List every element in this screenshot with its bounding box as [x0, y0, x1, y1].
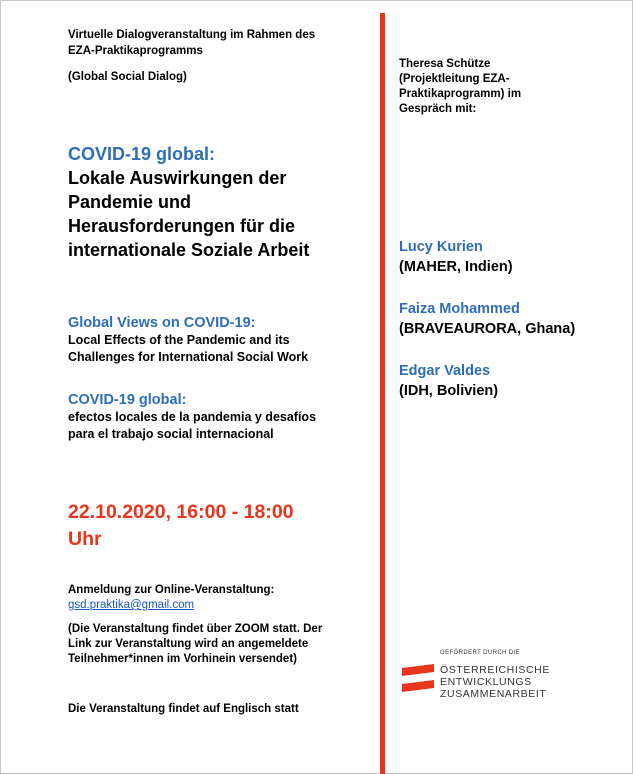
english-line: Local Effects of the Pandemic and its [68, 333, 290, 347]
spanish-title-block [68, 391, 368, 443]
main-title [68, 143, 378, 262]
moderator-block [399, 57, 599, 117]
speaker-name: Edgar Valdes [399, 363, 491, 379]
moderator-line: (Projektleitung EZA- [399, 73, 510, 85]
spanish-line: para el trabajo social internacional [68, 427, 274, 441]
speaker-name: Faiza Mohammed [399, 301, 520, 317]
title-lines [68, 166, 378, 262]
speaker-org: (BRAVEAURORA, Ghana) [399, 321, 576, 337]
logo-line: ZUSAMMENARBEIT [440, 688, 547, 700]
spanish-line: efectos locales de la pandemia y desafíos [68, 410, 317, 424]
red-divider-bar [380, 13, 385, 774]
logo-kicker: GEFÖRDERT DURCH DIE [440, 650, 521, 656]
intro-subtitle: (Global Social Dialog) [68, 71, 187, 83]
english-text [68, 332, 368, 366]
speaker-org: (IDH, Bolivien) [399, 383, 499, 399]
date-line: Uhr [68, 528, 102, 550]
intro-line: EZA-Praktikaprogramms [68, 45, 203, 57]
austrian-flag-icon [402, 664, 434, 694]
speaker-2 [399, 299, 629, 339]
title-accent: COVID-19 global: [68, 144, 216, 164]
registration-label: Anmeldung zur Online-Veranstaltung: [68, 584, 275, 596]
title-line: Pandemie und [68, 192, 192, 212]
english-line: Challenges for International Social Work [68, 350, 309, 364]
speaker-1 [399, 237, 629, 277]
registration-email-link[interactable]: gsd.praktika@gmail.com [68, 599, 195, 611]
title-line: Lokale Auswirkungen der [68, 168, 287, 188]
note-line: Link zur Veranstaltung wird an angemeldete [68, 638, 309, 650]
logo-wordmark [440, 664, 550, 700]
registration-note [68, 622, 368, 667]
spanish-text [68, 409, 368, 443]
note-line: (Die Veranstaltung findet über ZOOM statt. Der [68, 623, 323, 635]
moderator-line: Gespräch mit: [399, 103, 477, 115]
moderator-line: Theresa Schütze [399, 58, 491, 70]
date-line: 22.10.2020, 16:00 - 18:00 [68, 501, 294, 523]
event-date [68, 499, 368, 553]
english-heading: Global Views on COVID-19: [68, 315, 256, 331]
speaker-name: Lucy Kurien [399, 239, 483, 255]
title-line: internationale Soziale Arbeit [68, 240, 310, 260]
logo-line: ÖSTERREICHISCHE [440, 664, 550, 676]
english-title-block [68, 314, 368, 366]
language-note: Die Veranstaltung findet auf Englisch statt [68, 703, 299, 715]
registration-block [68, 583, 368, 667]
intro-line: Virtuelle Dialogveranstaltung im Rahmen des [68, 29, 316, 41]
note-line: Teilnehmer*innen im Vorhinein versendet) [68, 653, 297, 665]
spanish-heading: COVID-19 global: [68, 392, 187, 408]
moderator-line: Praktikaprogramm) im [399, 88, 522, 100]
logo-line: ENTWICKLUNGS [440, 676, 532, 688]
speaker-3 [399, 361, 629, 401]
intro-block [68, 27, 358, 85]
ada-logo [400, 650, 560, 710]
title-line: Herausforderungen für die [68, 216, 296, 236]
speaker-org: (MAHER, Indien) [399, 259, 513, 275]
